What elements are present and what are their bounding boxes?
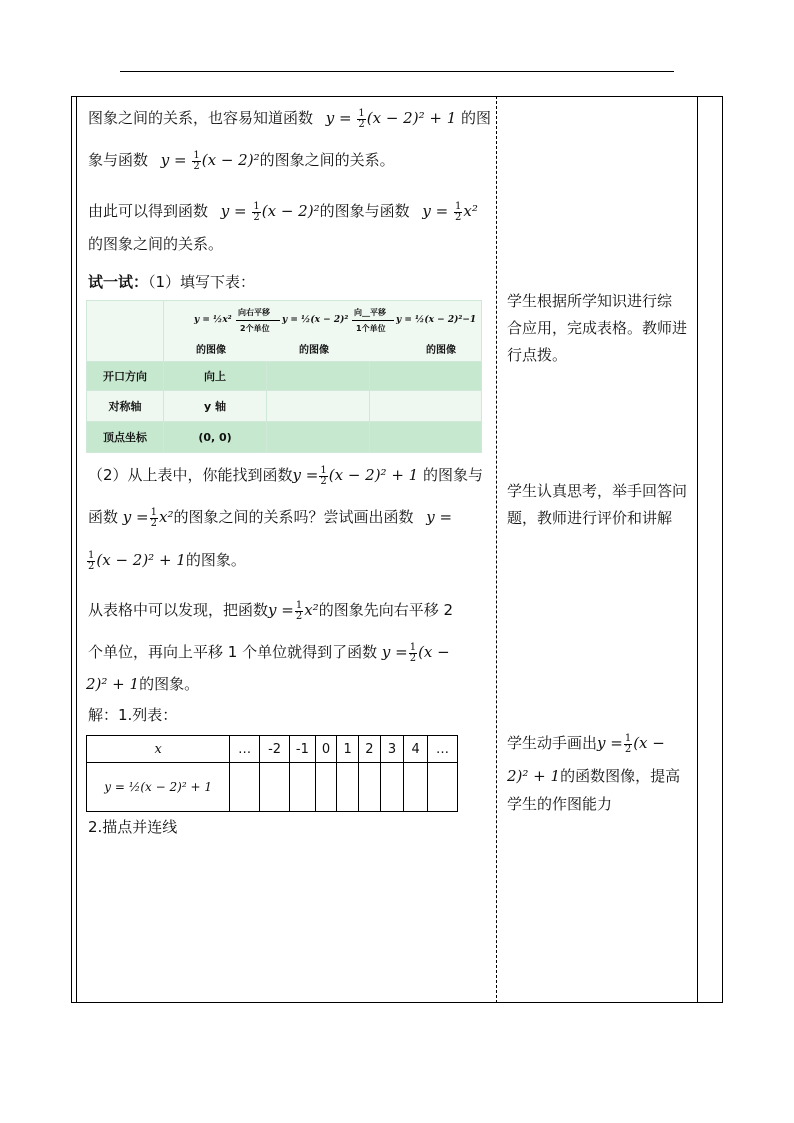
text-line-3 (88, 201, 478, 223)
x-cell: -2 (260, 736, 290, 763)
finding-line-1 (88, 600, 453, 622)
note-3-line-3: 学生的作图能力 (507, 795, 613, 813)
x-cell: 3 (380, 736, 404, 763)
x-cell: 0 (315, 736, 337, 763)
cell: (0, 0) (164, 422, 267, 453)
text-segment: 解：1.列表： (88, 706, 178, 724)
cell (370, 362, 482, 391)
arrow-2-bottom: 1个单位 (356, 324, 386, 333)
text-segment: 的图象之间的关系吗？尝试画出函数 (173, 508, 414, 526)
arrow-2-icon (352, 320, 394, 321)
note-1-line-3: 行点拨。 (507, 346, 568, 364)
row-label: 顶点坐标 (87, 422, 164, 453)
subcaption-1: 的图像 (196, 345, 226, 356)
value-table (86, 735, 458, 812)
arrow-1-bottom: 2个单位 (240, 324, 270, 333)
table-inner-border (76, 96, 77, 1003)
formula-2: y = ½(x − 2)² (282, 315, 349, 325)
x-cell: 1 (337, 736, 359, 763)
y-cell (230, 763, 260, 812)
formula: y = $\frac{1}{2}$ (x − 2)² + 1 (292, 464, 419, 487)
try-heading (88, 272, 255, 292)
y-cell (289, 763, 315, 812)
text-segment: 图象之间的关系，也容易知道函数 (88, 109, 314, 127)
formula: y = $\frac{1}{2}$ x² (268, 599, 319, 622)
text-line-1 (88, 108, 491, 130)
header-blank-cell (87, 301, 164, 362)
header-formula-cell (164, 301, 482, 362)
cell (370, 391, 482, 422)
table-row (87, 422, 482, 453)
y-cell (380, 763, 404, 812)
plot-instruction (88, 817, 177, 837)
text-segment: 的图象之间的关系。 (259, 151, 395, 169)
text-segment: 由此可以得到函数 (88, 202, 209, 220)
text-line-2 (88, 150, 395, 172)
note-2-line-1: 学生认真思考，举手回答问 (507, 482, 688, 500)
cell: 向上 (164, 362, 267, 391)
x-cell: … (230, 736, 260, 763)
cell (267, 391, 370, 422)
x-label: x (87, 736, 230, 763)
y-label: y = ½(x − 2)² + 1 (87, 763, 230, 812)
table-row (87, 362, 482, 391)
formula: y = $\frac{1}{2}$ (x − (597, 732, 665, 755)
subcaption-3: 的图像 (426, 345, 456, 356)
x-cell: 4 (404, 736, 428, 763)
formula: y = $\frac{1}{2}$ (x − (381, 641, 450, 664)
y-row (87, 763, 458, 812)
note-3-line-1 (507, 733, 665, 755)
cell: y 轴 (164, 391, 267, 422)
text-segment: 的图象与函数 (319, 202, 410, 220)
question-2-line-3 (86, 550, 246, 572)
y-cell (260, 763, 290, 812)
formula-partial: y = (426, 508, 453, 526)
subcaption-2: 的图像 (299, 345, 329, 356)
x-cell: -1 (289, 736, 315, 763)
formula: 2)² + 1 (86, 675, 140, 693)
arrow-1-top: 向右平移 (238, 308, 270, 317)
y-cell (337, 763, 359, 812)
x-cell: … (428, 736, 458, 763)
question-2-line-1 (88, 465, 483, 487)
note-3-line-2 (507, 766, 680, 786)
finding-line-3 (86, 674, 199, 694)
text-line-4 (88, 234, 223, 254)
text-segment: 的图象先向右平移 2 (318, 601, 453, 619)
y-cell (359, 763, 381, 812)
solution-heading (88, 705, 177, 725)
table-header-row (87, 301, 482, 362)
formula-3: y = ½(x − 2)²−1 (396, 315, 477, 325)
text-segment: 从表格中可以发现，把函数 (88, 601, 269, 619)
finding-line-2 (88, 642, 450, 664)
text-segment: 的图象。 (139, 675, 200, 693)
formula: $\frac{1}{2}$ (x − 2)² + 1 (88, 549, 186, 572)
text-segment: 象与函数 (88, 151, 149, 169)
note-1-line-1: 学生根据所学知识进行综 (507, 292, 673, 310)
try-instruction: （1）填写下表： (148, 273, 256, 291)
note-2-line-2: 题，教师进行评价和讲解 (507, 509, 673, 527)
formula: y = $\frac{1}{2}$ (x − 2)² + 1 (325, 107, 457, 130)
table-row (87, 391, 482, 422)
cell (267, 362, 370, 391)
y-cell (315, 763, 337, 812)
text-segment: （2）从上表中，你能找到函数 (88, 466, 293, 484)
formula: y = $\frac{1}{2}$ (x − 2)² (220, 200, 320, 223)
y-cell (428, 763, 458, 812)
transform-table (86, 300, 482, 453)
formula: y = $\frac{1}{2}$ (x − 2)² (160, 149, 260, 172)
cell (267, 422, 370, 453)
note-1-line-2: 合应用，完成表格。教师进 (507, 319, 688, 337)
text-segment: 的图象之间的关系。 (88, 235, 224, 253)
text-segment: 的函数图像，提高 (560, 767, 681, 785)
formula-1: y = ½x² (194, 315, 232, 325)
x-cell: 2 (359, 736, 381, 763)
row-label: 对称轴 (87, 391, 164, 422)
formula: y = $\frac{1}{2}$ x² (122, 506, 174, 529)
try-label: 试一试： (88, 273, 149, 291)
column-divider (496, 96, 497, 1003)
y-cell (404, 763, 428, 812)
cell (370, 422, 482, 453)
text-segment: 2.描点并连线 (88, 818, 178, 836)
arrow-1-icon (236, 320, 280, 321)
text-segment: 的图 (461, 109, 492, 127)
text-segment: 函数 (88, 508, 119, 526)
text-segment: 个单位，再向上平移 1 个单位就得到了函数 (88, 643, 378, 661)
question-2-line-2 (88, 507, 452, 529)
arrow-2-top: 向__平移 (354, 308, 386, 317)
formula: y = $\frac{1}{2}$ x² (422, 200, 478, 223)
formula: 2)² + 1 (507, 767, 561, 785)
x-row (87, 736, 458, 763)
text-segment: 的图象与 (423, 466, 484, 484)
row-label: 开口方向 (87, 362, 164, 391)
table-right-strip (697, 96, 698, 1003)
text-segment: 的图象。 (185, 551, 246, 569)
header-rule (120, 71, 674, 72)
text-segment: 学生动手画出 (507, 734, 598, 752)
